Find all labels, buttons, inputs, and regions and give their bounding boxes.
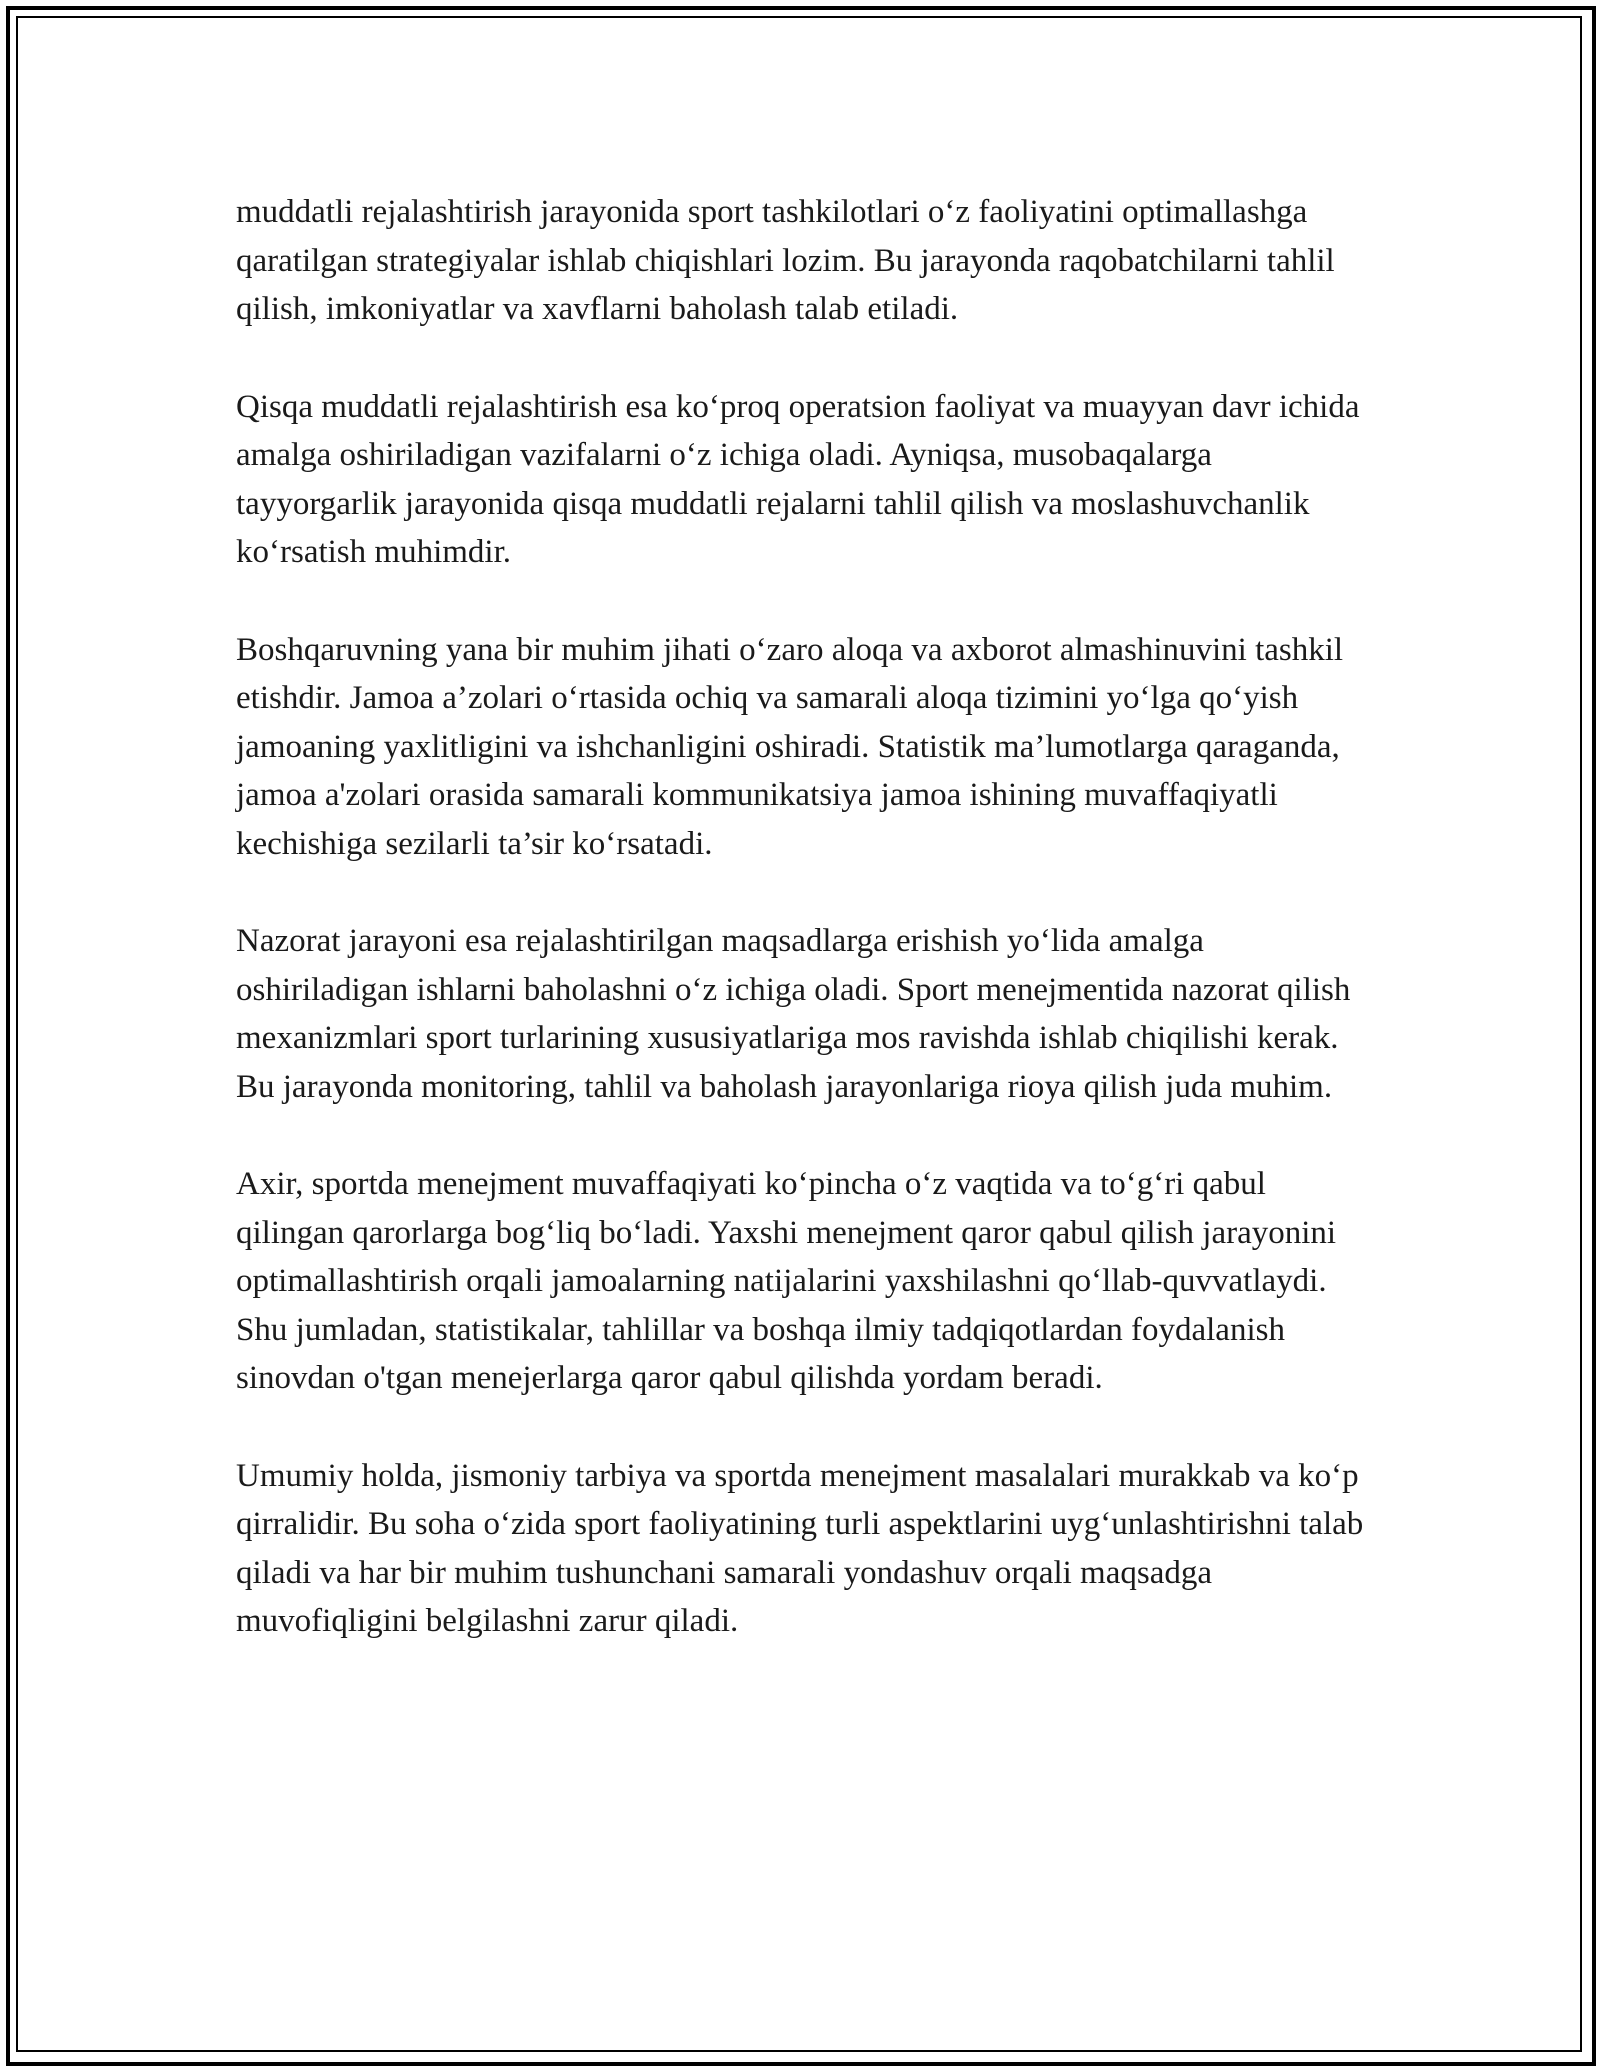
document-body	[236, 188, 1376, 1695]
paragraph-6: Umumiy holda, jismoniy tarbiya va sportda menejment masalalari murakkab va ko‘p qirralidir. Bu soha o‘zida sport faoliyatining turli aspektlarini uyg‘unlashtirishni talab qiladi va har bir muhim tushunchani samarali yondashuv orqali maqsadga muvofiqligini belgilashni zarur qiladi.	[236, 1457, 1364, 1639]
paragraph-3: Boshqaruvning yana bir muhim jihati o‘zaro aloqa va axborot almashinuvini tashkil etishdir. Jamoa a’zolari o‘rtasida ochiq va samarali aloqa tizimini yo‘lga qo‘yish jamoaning yaxlitligini va ishchanligini oshiradi. Statistik ma’lumotlarga qaraganda, jamoa a'zolari orasida samarali kommunikatsiya jamoa ishining muvaffaqiyatli kechishiga sezilarli ta’sir ko‘rsatadi.	[236, 631, 1344, 862]
paragraph-2: Qisqa muddatli rejalashtirish esa ko‘proq operatsion faoliyat va muayyan davr ichida amalga oshiriladigan vazifalarni o‘z ichiga oladi. Ayniqsa, musobaqalarga tayyorgarlik jarayonida qisqa muddatli rejalarni tahlil qilish va moslashuvchanlik ko‘rsatish muhimdir.	[236, 388, 1360, 570]
paragraph-1: muddatli rejalashtirish jarayonida sport tashkilotlari o‘z faoliyatini optimallashga qaratilgan strategiyalar ishlab chiqishlari lozim. Bu jarayonda raqobatchilarni tahlil qilish, imkoniyatlar va xavflarni baholash talab etiladi.	[236, 194, 1335, 327]
paragraph-4: Nazorat jarayoni esa rejalashtirilgan maqsadlarga erishish yo‘lida amalga oshiriladigan ishlarni baholashni o‘z ichiga oladi. Sport menejmentida nazorat qilish mexanizmlari sport turlarining xususiyatlariga mos ravishda ishlab chiqilishi kerak. Bu jarayonda monitoring, tahlil va baholash jarayonlariga rioya qilish juda muhim.	[236, 923, 1351, 1105]
paragraph-5: Axir, sportda menejment muvaffaqiyati ko‘pincha o‘z vaqtida va to‘g‘ri qabul qilingan qarorlarga bog‘liq bo‘ladi. Yaxshi menejment qaror qabul qilish jarayonini optimallashtirish orqali jamoalarning natijalarini yaxshilashni qo‘llab-quvvatlaydi. Shu jumladan, statistikalar, tahlillar va boshqa ilmiy tadqiqotlardan foydalanish sinovdan o'tgan menejerlarga qaror qabul qilishda yordam beradi.	[236, 1166, 1337, 1396]
